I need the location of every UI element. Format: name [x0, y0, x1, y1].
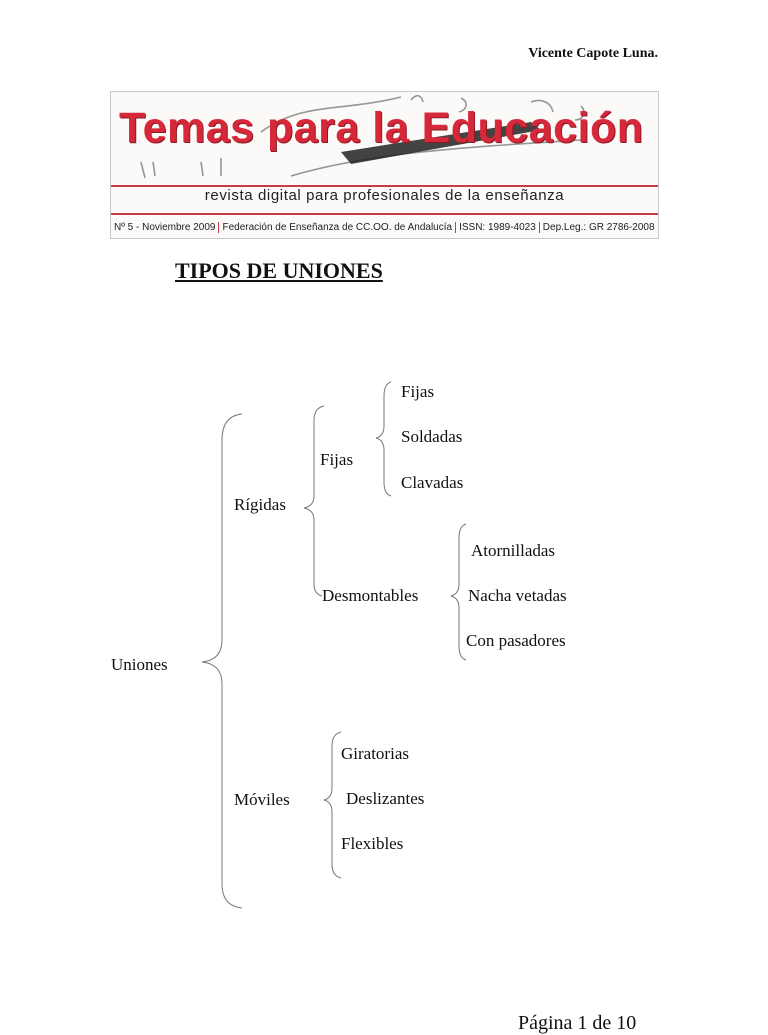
- federation-name: Federación de Enseñanza de CC.OO. de Andalucía: [219, 222, 456, 233]
- node-atornilladas: Atornilladas: [471, 541, 556, 560]
- node-soldadas: Soldadas: [401, 427, 463, 446]
- node-flexibles: Flexibles: [341, 834, 404, 853]
- node-giratorias: Giratorias: [341, 744, 409, 763]
- node-fijas-group: Fijas: [320, 450, 354, 469]
- bracket-moviles: [324, 732, 341, 878]
- node-clavadas: Clavadas: [401, 473, 464, 492]
- node-nacha-vetadas: Nacha vetadas: [468, 586, 567, 605]
- bracket-rigidas: [304, 406, 324, 596]
- bracket-fijas: [376, 382, 391, 496]
- author-name: Vicente Capote Luna.: [528, 46, 658, 61]
- issue-number: Nº 5 - Noviembre 2009: [111, 222, 219, 233]
- banner-subtitle: revista digital para profesionales de la enseñanza: [204, 187, 565, 204]
- bracket-uniones: [202, 414, 242, 908]
- node-con-pasadores: Con pasadores: [466, 631, 566, 650]
- node-fijas: Fijas: [401, 382, 435, 401]
- node-desmontables: Desmontables: [322, 586, 419, 605]
- page-title: TIPOS DE UNIONES: [175, 258, 383, 283]
- node-rigidas: Rígidas: [234, 495, 286, 514]
- legal-deposit: Dep.Leg.: GR 2786-2008: [542, 222, 655, 233]
- page-number: Página 1 de 10: [518, 1012, 637, 1034]
- node-moviles: Móviles: [234, 790, 290, 809]
- issn: ISSN: 1989-4023: [456, 222, 540, 233]
- node-deslizantes: Deslizantes: [346, 789, 425, 808]
- banner-title: Temas para la Educación: [119, 104, 644, 152]
- bracket-desmontables: [451, 524, 466, 660]
- node-uniones: Uniones: [111, 655, 168, 674]
